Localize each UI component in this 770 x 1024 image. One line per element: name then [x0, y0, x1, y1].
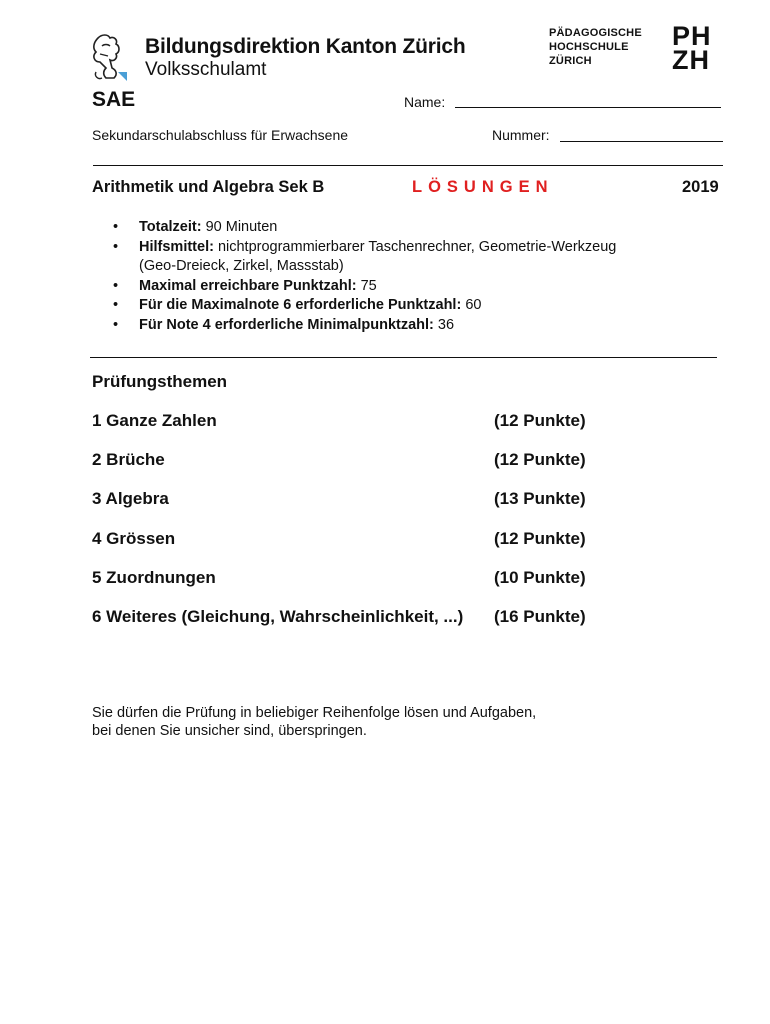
exam-year: 2019	[682, 178, 719, 196]
bullet-icon: •	[113, 219, 119, 235]
topic-points: (13 Punkte)	[494, 489, 586, 508]
solutions-label: LÖSUNGEN	[412, 178, 554, 196]
topic-title: 6 Weiteres (Gleichung, Wahrscheinlichkeit, ...)	[92, 607, 464, 626]
topic-row	[92, 411, 732, 433]
zurich-lion-logo-icon	[88, 32, 128, 84]
instructions-line: Sie dürfen die Prüfung in beliebiger Reihenfolge lösen und Aufgaben,	[92, 705, 537, 721]
org-title: Bildungsdirektion Kanton Zürich	[145, 35, 466, 58]
info-label: Für die Maximalnote 6 erforderliche Punktzahl:	[139, 297, 462, 313]
topic-points: (12 Punkte)	[494, 411, 586, 430]
instructions-note	[92, 704, 652, 740]
program-name: Sekundarschulabschluss für Erwachsene	[92, 127, 349, 143]
list-item	[113, 316, 733, 336]
info-label: Maximal erreichbare Punktzahl:	[139, 277, 357, 294]
org-subtitle: Volksschulamt	[145, 59, 267, 80]
list-item	[113, 218, 733, 238]
topic-row	[92, 607, 732, 629]
instructions-line: bei denen Sie unsicher sind, überspringen.	[92, 723, 367, 739]
info-value: 75	[356, 277, 377, 294]
topic-points: (10 Punkte)	[494, 568, 586, 587]
info-label: Für Note 4 erforderliche Minimalpunktzahl:	[139, 316, 434, 333]
info-label: Totalzeit:	[139, 219, 202, 235]
bullet-icon: •	[113, 277, 119, 294]
divider	[90, 357, 717, 358]
nummer-field[interactable]	[560, 141, 723, 142]
topic-title: 4 Grössen	[92, 529, 176, 548]
bullet-icon: •	[113, 297, 119, 313]
topic-points: (12 Punkte)	[494, 529, 586, 548]
phzh-logo	[672, 21, 712, 75]
phzh-line: PÄDAGOGISCHE	[549, 27, 642, 39]
topic-row	[92, 450, 732, 472]
topic-title: 1 Ganze Zahlen	[92, 411, 217, 430]
topic-title: 2 Brüche	[92, 450, 165, 469]
list-item	[113, 296, 733, 316]
list-item	[113, 238, 733, 277]
phzh-logo-line: PH	[672, 21, 712, 51]
bullet-icon: •	[113, 238, 119, 255]
phzh-name	[549, 26, 642, 68]
info-value-continued: (Geo-Dreieck, Zirkel, Massstab)	[139, 258, 344, 274]
topic-points: (12 Punkte)	[494, 450, 586, 469]
divider	[93, 165, 723, 166]
topic-title: 3 Algebra	[92, 489, 169, 508]
info-value: 60	[461, 297, 482, 313]
info-value: 90 Minuten	[201, 219, 278, 235]
phzh-line: HOCHSCHULE	[549, 41, 629, 53]
name-label: Name:	[404, 94, 446, 110]
phzh-logo-line: ZH	[672, 45, 710, 75]
info-value: nichtprogrammierbarer Taschenrechner, Geometrie-Werkzeug	[213, 238, 617, 255]
sae-label: SAE	[92, 88, 136, 111]
exam-title: Arithmetik und Algebra Sek B	[92, 178, 325, 196]
nummer-label: Nummer:	[492, 127, 550, 143]
info-value: 36	[433, 316, 455, 333]
topics-heading: Prüfungsthemen	[92, 372, 228, 391]
topic-row	[92, 568, 732, 590]
list-item	[113, 277, 733, 297]
name-field[interactable]	[455, 107, 721, 108]
info-label: Hilfsmittel:	[139, 238, 214, 255]
exam-info-list	[113, 218, 733, 335]
topic-points: (16 Punkte)	[494, 607, 586, 626]
topic-row	[92, 529, 732, 551]
phzh-line: ZÜRICH	[549, 55, 592, 67]
bullet-icon: •	[113, 316, 119, 333]
topic-row	[92, 489, 732, 511]
topic-title: 5 Zuordnungen	[92, 568, 216, 587]
